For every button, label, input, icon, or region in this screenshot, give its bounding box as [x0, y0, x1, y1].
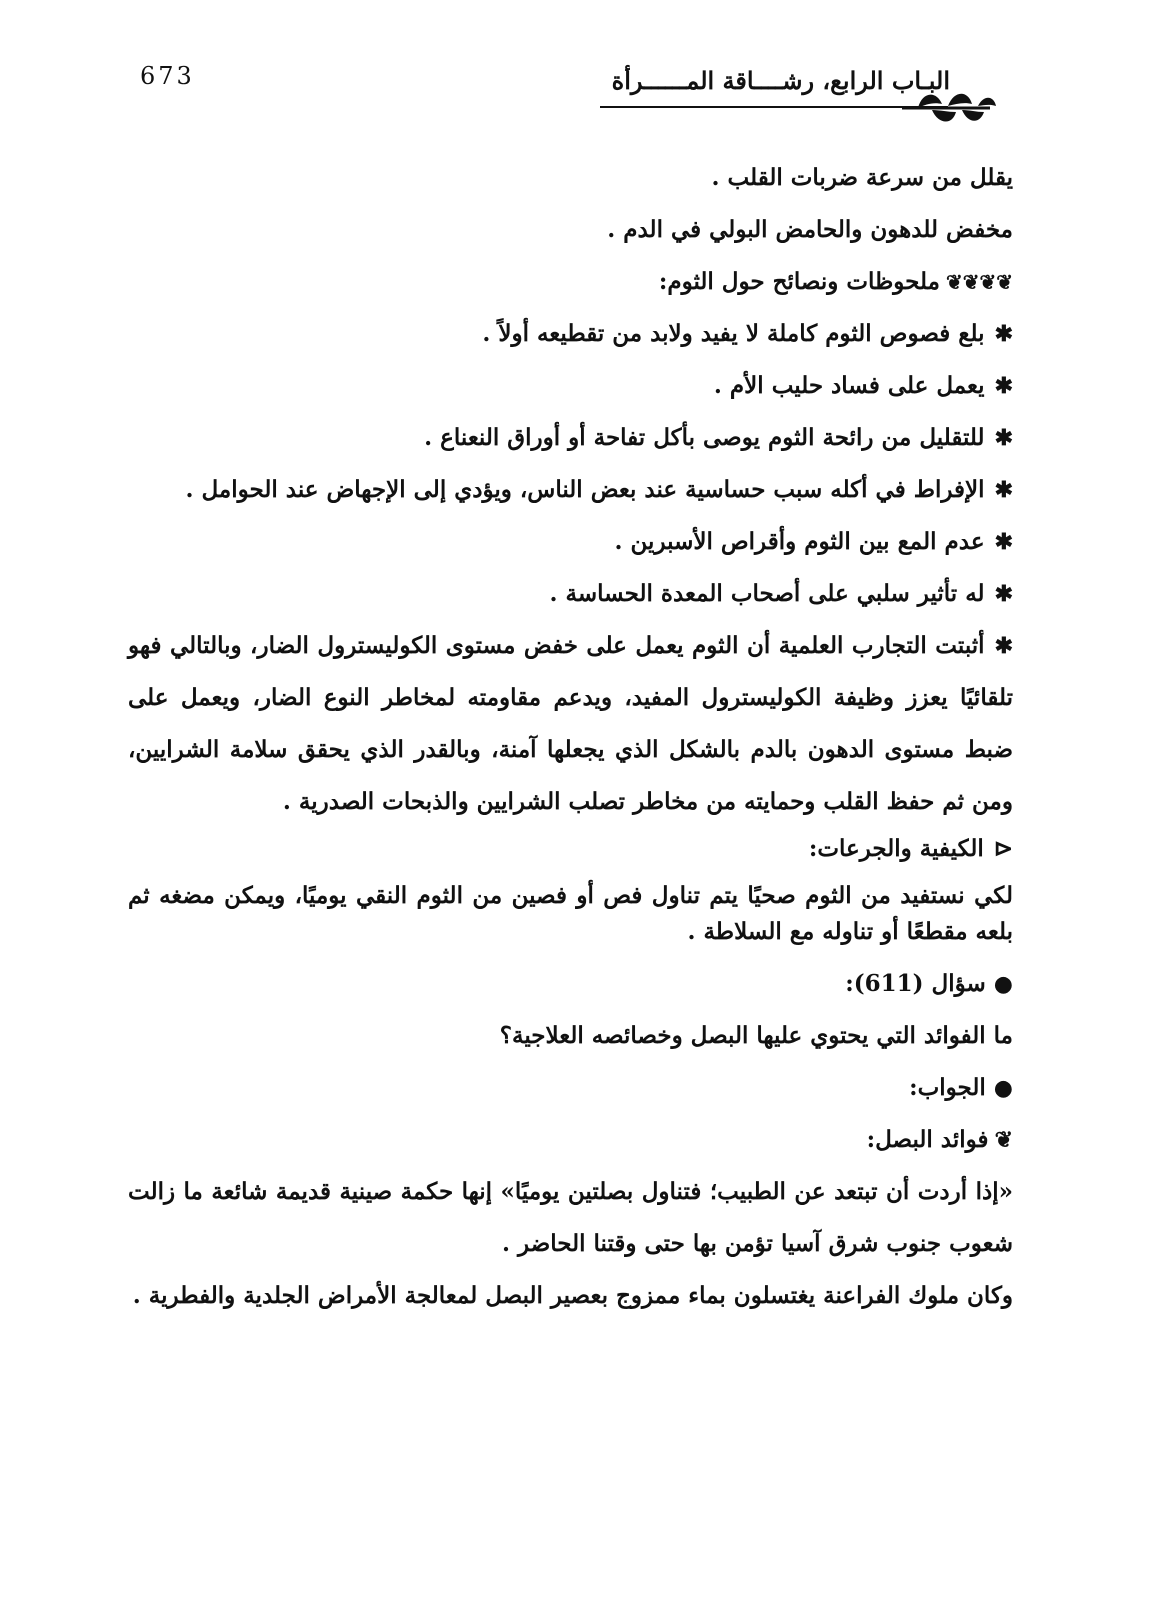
leaf-icon: ❦: [994, 1127, 1013, 1153]
star-bullet-icon: ✱: [994, 477, 1013, 503]
apple-icon: ●: [993, 971, 1013, 997]
onion-heading: ❦فوائد البصل:: [866, 1126, 1013, 1153]
question-label: ●سؤال (611):: [845, 970, 1013, 997]
leaf-group-icon: ❦❦❦❦: [945, 270, 1013, 294]
text-line: مخفض للدهون والحامض البولي في الدم .: [607, 216, 1013, 243]
star-bullet-icon: ✱: [994, 581, 1013, 607]
list-item: ✱يعمل على فساد حليب الأم .: [713, 372, 1013, 399]
section-heading: ⊲الكيفية والجرعات:: [808, 835, 1013, 862]
header-rule: [600, 106, 948, 108]
triangle-marker-icon: ⊲: [993, 835, 1013, 862]
notes-heading: ❦❦❦❦ملحوظات ونصائح حول الثوم:: [658, 268, 1013, 295]
star-bullet-icon: ✱: [994, 425, 1013, 451]
list-item: ✱أثبتت التجارب العلمية أن الثوم يعمل على خفض مستوى الكوليسترول الضار، وبالتالي فهو تلقائيًا يعزز وظيفة الكوليسترول المفيد، ويدعم مقاومته لمخاطر النوع الضار، ويعمل على ضبط مستوى الدهون بالدم بالشكل الذي يجعلها آمنة، وبالقدر الذي يحقق سلامة الشرايين، ومن ثم حفظ القلب وحمايته من مخاطر تصلب الشرايين والذبحات الصدرية .: [128, 632, 1013, 815]
star-bullet-icon: ✱: [994, 529, 1013, 555]
star-bullet-icon: ✱: [994, 321, 1013, 347]
answer-label: ●الجواب:: [909, 1074, 1013, 1101]
star-bullet-icon: ✱: [994, 373, 1013, 399]
paragraph: لكي نستفيد من الثوم صحيًا يتم تناول فص أو فصين من الثوم النقي يوميًا، ويمكن مضغه ثم بلعه مقطعًا أو تناوله مع السلاطة .: [128, 882, 1013, 945]
page-body: [128, 152, 1013, 1322]
apple-icon: ●: [993, 1075, 1013, 1101]
star-bullet-icon: ✱: [994, 633, 1013, 659]
text-line: يقلل من سرعة ضربات القلب .: [711, 164, 1013, 191]
running-header: البـاب الرابع، رشــــاقة المــــــرأة: [611, 66, 950, 95]
list-item: ✱له تأثير سلبي على أصحاب المعدة الحساسة .: [549, 580, 1013, 607]
list-item: ✱عدم المع بين الثوم وأقراص الأسبرين .: [614, 528, 1013, 555]
leaf-ornament-icon: [898, 84, 998, 130]
paragraph: «إذا أردت أن تبتعد عن الطبيب؛ فتناول بصلتين يوميًا» إنها حكمة صينية قديمة شائعة ما زالت شعوب جنوب شرق آسيا تؤمن بها حتى وقتنا الحاضر .: [128, 1178, 1013, 1257]
paragraph: وكان ملوك الفراعنة يغتسلون بماء ممزوج بعصير البصل لمعالجة الأمراض الجلدية والفطرية .: [132, 1282, 1013, 1309]
list-item: ✱للتقليل من رائحة الثوم يوصى بأكل تفاحة أو أوراق النعناع .: [424, 424, 1013, 451]
question-text: ما الفوائد التي يحتوي عليها البصل وخصائصه العلاجية؟: [499, 1022, 1013, 1049]
list-item: ✱بلع فصوص الثوم كاملة لا يفيد ولابد من تقطيعه أولاً .: [482, 320, 1013, 347]
page-number: 673: [140, 62, 195, 90]
list-item: ✱الإفراط في أكله سبب حساسية عند بعض الناس، ويؤدي إلى الإجهاض عند الحوامل .: [185, 476, 1013, 503]
